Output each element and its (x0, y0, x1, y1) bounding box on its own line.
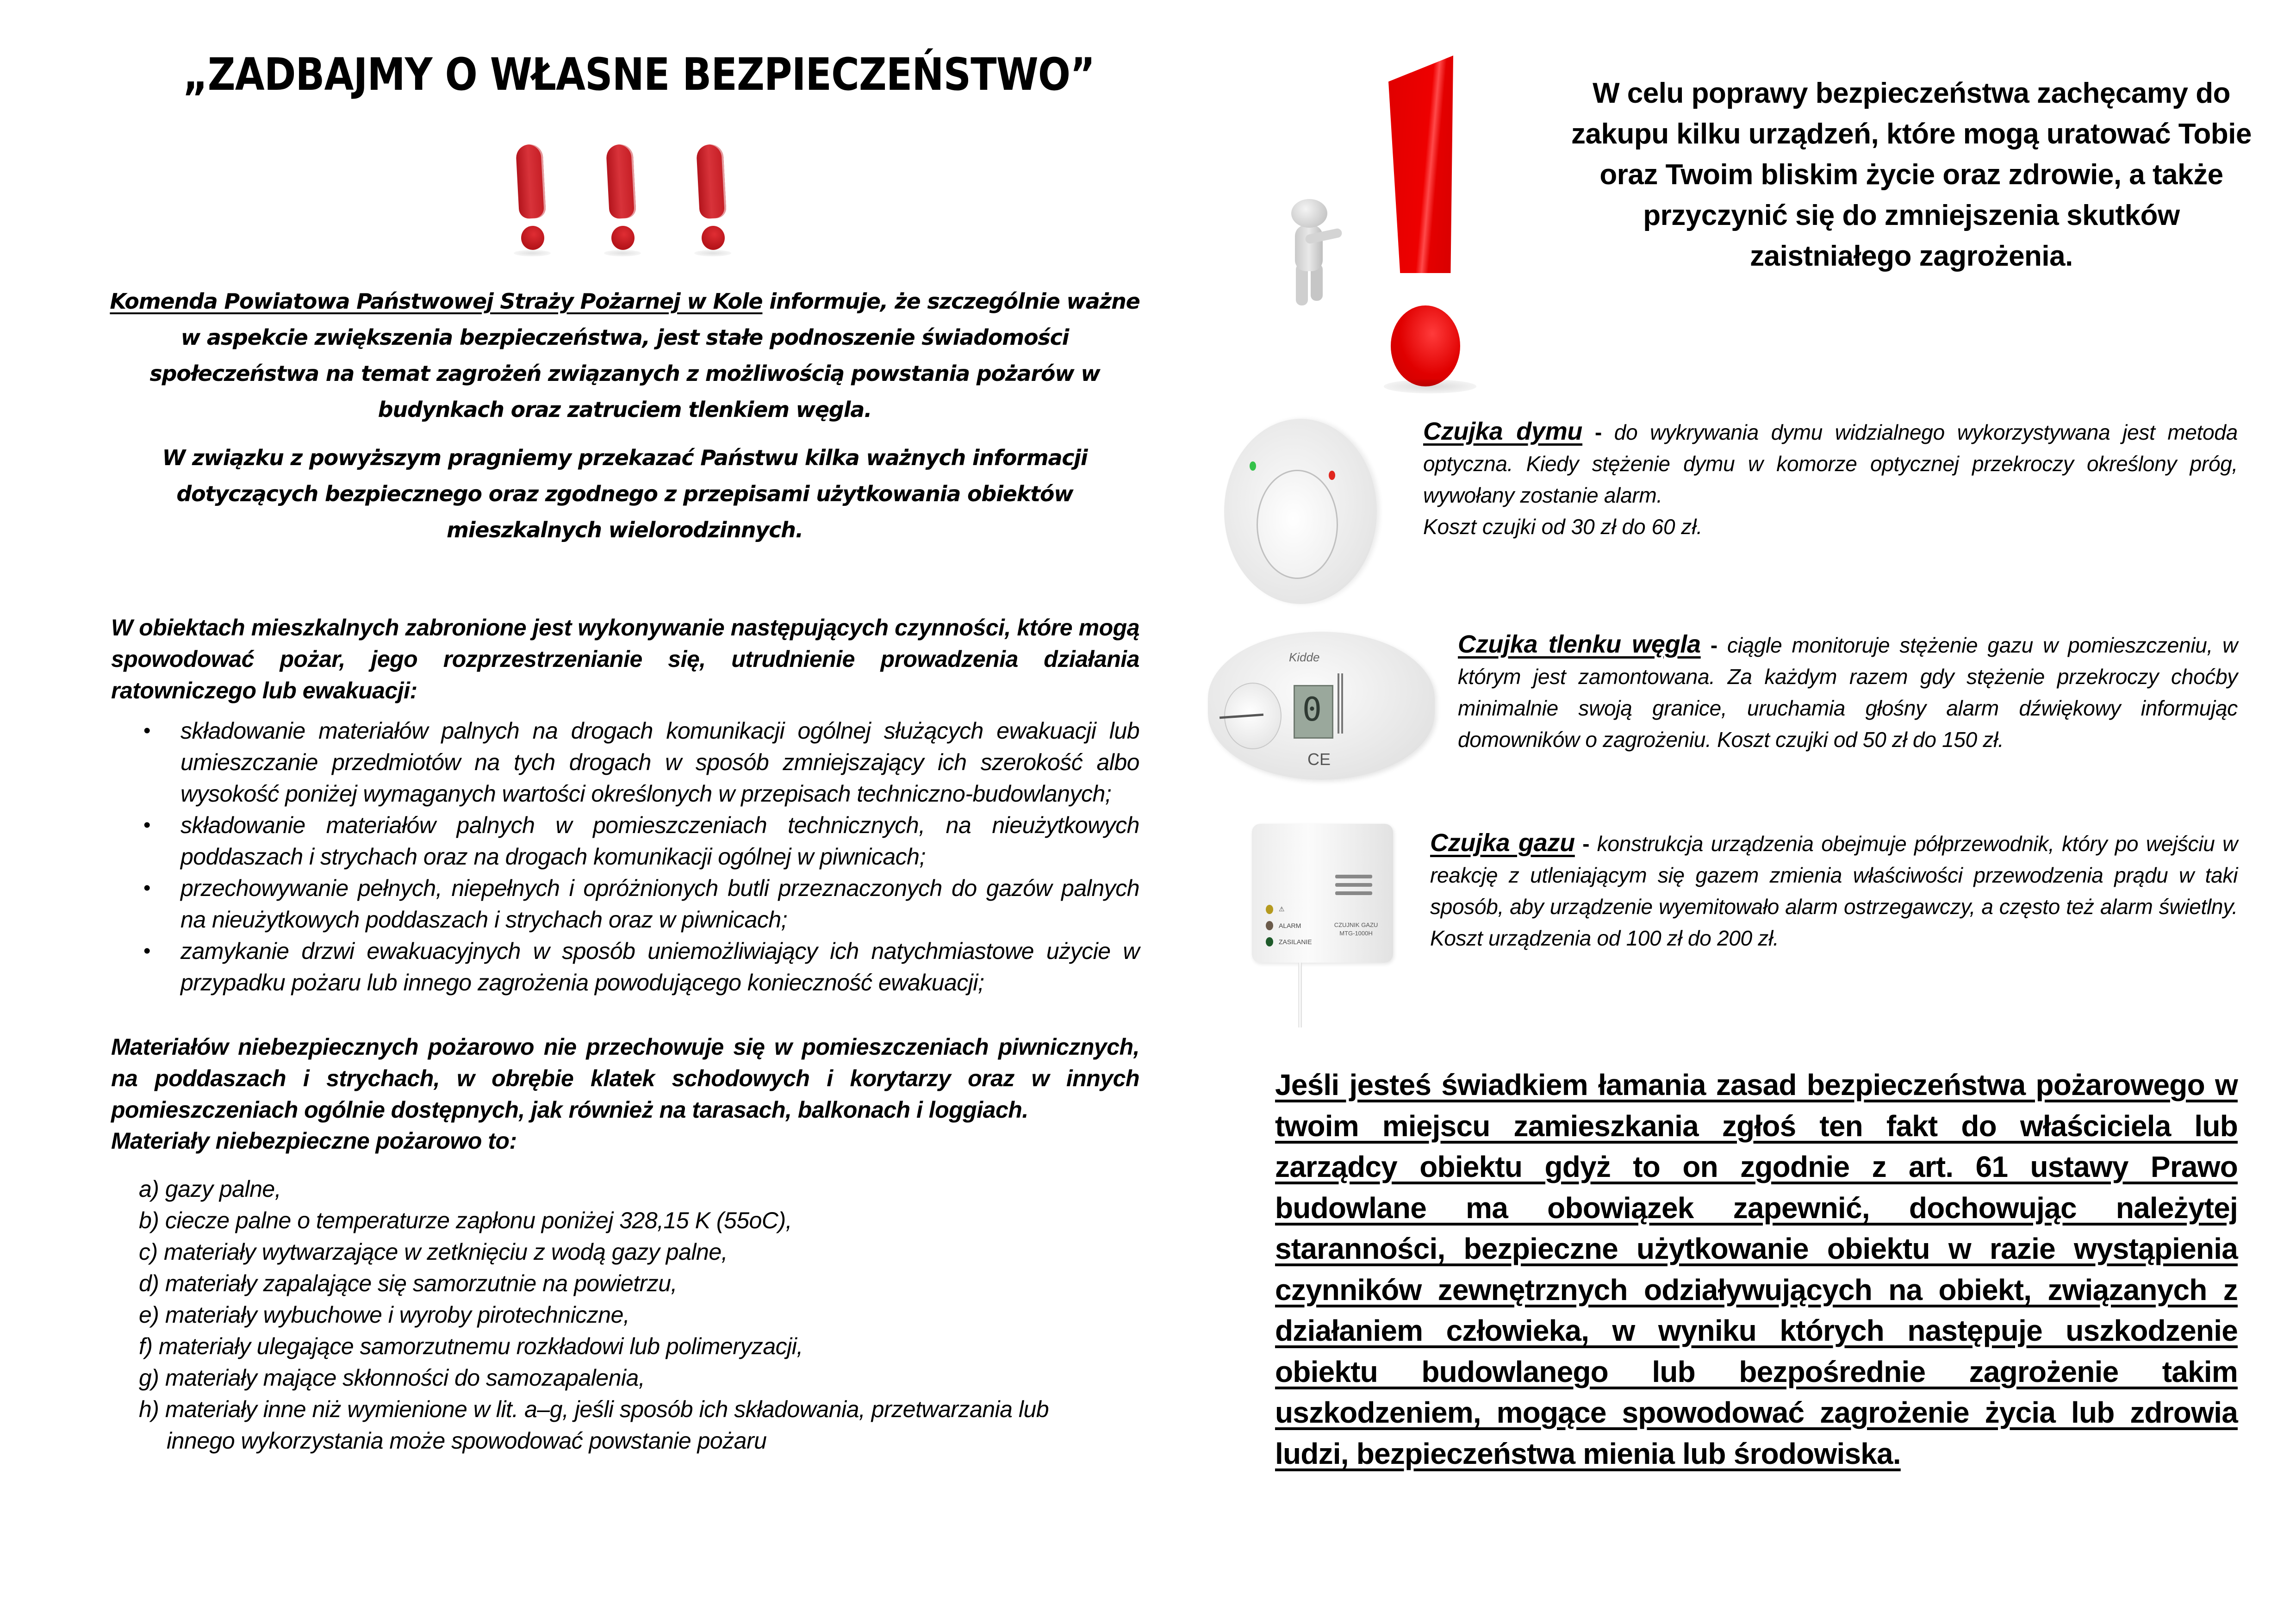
materials-title: Materiały niebezpieczne pożarowo to: (111, 1128, 517, 1154)
speaker-grille-icon (1338, 673, 1345, 734)
exclamation-marks-graphic (509, 139, 731, 255)
model-label: CZUJNIK GAZU MTG-1000H (1334, 921, 1378, 937)
bullet-icon: • (143, 940, 150, 962)
smoke-detector-price: Koszt czujki od 30 zł do 60 zł. (1423, 515, 1703, 539)
materials-list (139, 1173, 1157, 1456)
intro-text: informuje, że szczególnie ważne w aspekcie zwiększenia bezpieczeństwa, jest stałe podnoszenie świadomości społeczeństwa na temat zagrożeń związanych z możliwością powstania pożarów w budynkach oraz zatruciem tlenkiem węgla. (149, 289, 1140, 422)
exclamation-icon (599, 139, 641, 255)
list-item: b) ciecze palne o temperaturze zapłonu poniżej 328,15 K (55oC), (139, 1207, 792, 1233)
intro-paragraph-2: W związku z powyższym pragniemy przekazać Państwu kilka ważnych informacji dotyczących bezpiecznego oraz zgodnego z przepisami użytkowania obiektów mieszkalnych wielorodzinnych. (162, 445, 1088, 542)
list-item: a) gazy palne, (139, 1176, 281, 1202)
brand-logo: Kidde (1289, 650, 1320, 664)
forbidden-list (111, 715, 1139, 998)
warning-figure-illustration (1277, 46, 1500, 398)
exclamation-icon (690, 139, 731, 255)
red-led-icon (1329, 471, 1335, 480)
smoke-detector-image (1224, 419, 1386, 604)
green-led-icon (1250, 461, 1256, 471)
big-exclamation-dot-icon (1391, 305, 1460, 386)
bullet-icon: • (143, 719, 150, 742)
warning-led-icon (1266, 905, 1273, 914)
exclamation-icon (509, 139, 551, 255)
list-item: e) materiały wybuchowe i wyroby pirotechniczne, (139, 1302, 630, 1328)
materials-intro: Materiałów niebezpiecznych pożarowo nie przechowuje się w pomieszczeniach piwnicznych, na poddaszach i strychach, w obrębie klatek schodowych i korytarzy oraz w innych pomieszczeniach ogólnie dostępnych, jak również na tarasach, balkonach i loggiach. (111, 1034, 1139, 1123)
forbidden-intro: W obiektach mieszkalnych zabronione jest wykonywanie następujących czynności, które mogą spowodować pożar, jego rozprzestrzenianie się, utrudnienie prowadzenia działania ratowniczego lub ewakuacji: (111, 615, 1139, 703)
bullet-icon: • (143, 877, 150, 899)
bullet-icon: • (143, 814, 150, 836)
power-cable (1298, 963, 1302, 1027)
list-item: g) materiały mające skłonności do samozapalenia, (139, 1365, 645, 1391)
list-item: • składowanie materiałów palnych na drogach komunikacji ogólnej służących ewakuacji lub umieszczanie przedmiotów na tych drogach w sposób zmniejszający ich szerokość albo wysokość poniżej wymaganych wartości określonych w przepisach techniczno-budowlanych; (111, 715, 1139, 809)
co-detector-description: Czujka tlenku węgla - ciągle monitoruje stężenie gazu w pomieszczeniu, w którym jest zamontowana. Za każdym razem gdy stężenie przekroczy choćby minimalnie swoją granice, uruchamia głośny alarm dźwiękowy informując domowników o zagrożeniu. Koszt czujki od 50 zł do 150 zł. (1458, 630, 2238, 752)
reporting-warning: Jeśli jesteś świadkiem łamania zasad bezpieczeństwa pożarowego w twoim miejscu zamieszkania zgłoś ten fakt do właściciela lub zarządcy obiektu gdyż to on zgodnie z art. 61 ustawy Prawo budowlane ma obowiązek zapewnić, dochowując należytej staranności, bezpieczne użytkowanie obiektu w razie wystąpienia czynników zewnętrznych odziaływujących na obiekt, związanych z działaniem człowieka, w wyniku których następuje uszkodzenie obiektu budowlanego lub bezpośrednie zagrożenie takim uszkodzeniem, mogące spowodować zagrożenie życia lub zdrowia ludzi, bezpieczeństwa mienia lub środowiska. (1275, 1068, 2238, 1470)
gas-detector-image: ⚠ ALARM ZASILANIE CZUJNIK GAZU MTG-1000H (1252, 824, 1395, 1027)
organization-name: Komenda Powiatowa Państwowej Straży Pożarnej w Kole (110, 289, 763, 314)
device-name: Czujka dymu (1423, 417, 1583, 445)
list-item: • składowanie materiałów palnych w pomieszczeniach technicznych, na nieużytkowych poddaszach i strychach oraz na drogach komunikacji ogólnej w piwnicach; (111, 809, 1139, 872)
alarm-led-icon (1266, 921, 1273, 930)
list-item: c) materiały wytwarzające w zetknięciu z wodą gazy palne, (139, 1239, 728, 1265)
ce-mark: CE (1307, 750, 1331, 769)
smoke-detector-description: Czujka dymu - do wykrywania dymu widzialnego wykorzystywana jest metoda optyczna. Kiedy stężenie dymu w komorze optycznej przekroczy określony próg, wywołany zostanie alarm. (1423, 417, 2238, 507)
gas-detector-description: Czujka gazu - konstrukcja urządzenia obejmuje półprzewodnik, który po wejściu w reakcję z utleniającym się gazem zmienia właściwości przewodzenia prądu w taki sposób, aby urządzenie wyemitowało alarm ostrzegawczy, a często też alarm świetlny. Koszt urządzenia od 100 zł do 200 zł. (1430, 829, 2238, 950)
page-title: „ZADBAJMY O WŁASNE BEZPIECZEŃSTWO” (183, 49, 1095, 100)
power-led-icon (1266, 937, 1273, 946)
list-item: h) materiały inne niż wymienione w lit. a–g, jeśli sposób ich składowania, przetwarzania lub (139, 1396, 1049, 1422)
device-name: Czujka tlenku węgla (1458, 630, 1701, 658)
co-detector-image: Kidde 0 CE (1208, 632, 1439, 784)
person-figure-icon (1277, 199, 1347, 310)
encourage-text: W celu poprawy bezpieczeństwa zachęcamy do zakupu kilku urządzeń, które mogą uratować Tobie oraz Twoim bliskim życie oraz zdrowie, a także przyczynić się do zmniejszenia skutków zaistniałego zagrożenia. (1571, 77, 2252, 272)
list-item: d) materiały zapalające się samorzutnie na powietrzu, (139, 1270, 677, 1296)
list-item-continuation: innego wykorzystania może spowodować powstanie pożaru (167, 1428, 767, 1454)
device-name: Czujka gazu (1430, 829, 1575, 857)
big-exclamation-icon (1388, 56, 1453, 273)
list-item: • zamykanie drzwi ewakuacyjnych w sposób uniemożliwiający ich natychmiastowe użycie w przypadku pożaru lub innego zagrożenia powodującego konieczność ewakuacji; (111, 935, 1139, 998)
intro-paragraph (106, 283, 1143, 428)
list-item: f) materiały ulegające samorzutnemu rozkładowi lub polimeryzacji, (139, 1333, 803, 1359)
list-item: • przechowywanie pełnych, niepełnych i opróżnionych butli przeznaczonych do gazów palnych na nieużytkowych poddaszach i strychach oraz w piwnicach; (111, 872, 1139, 935)
